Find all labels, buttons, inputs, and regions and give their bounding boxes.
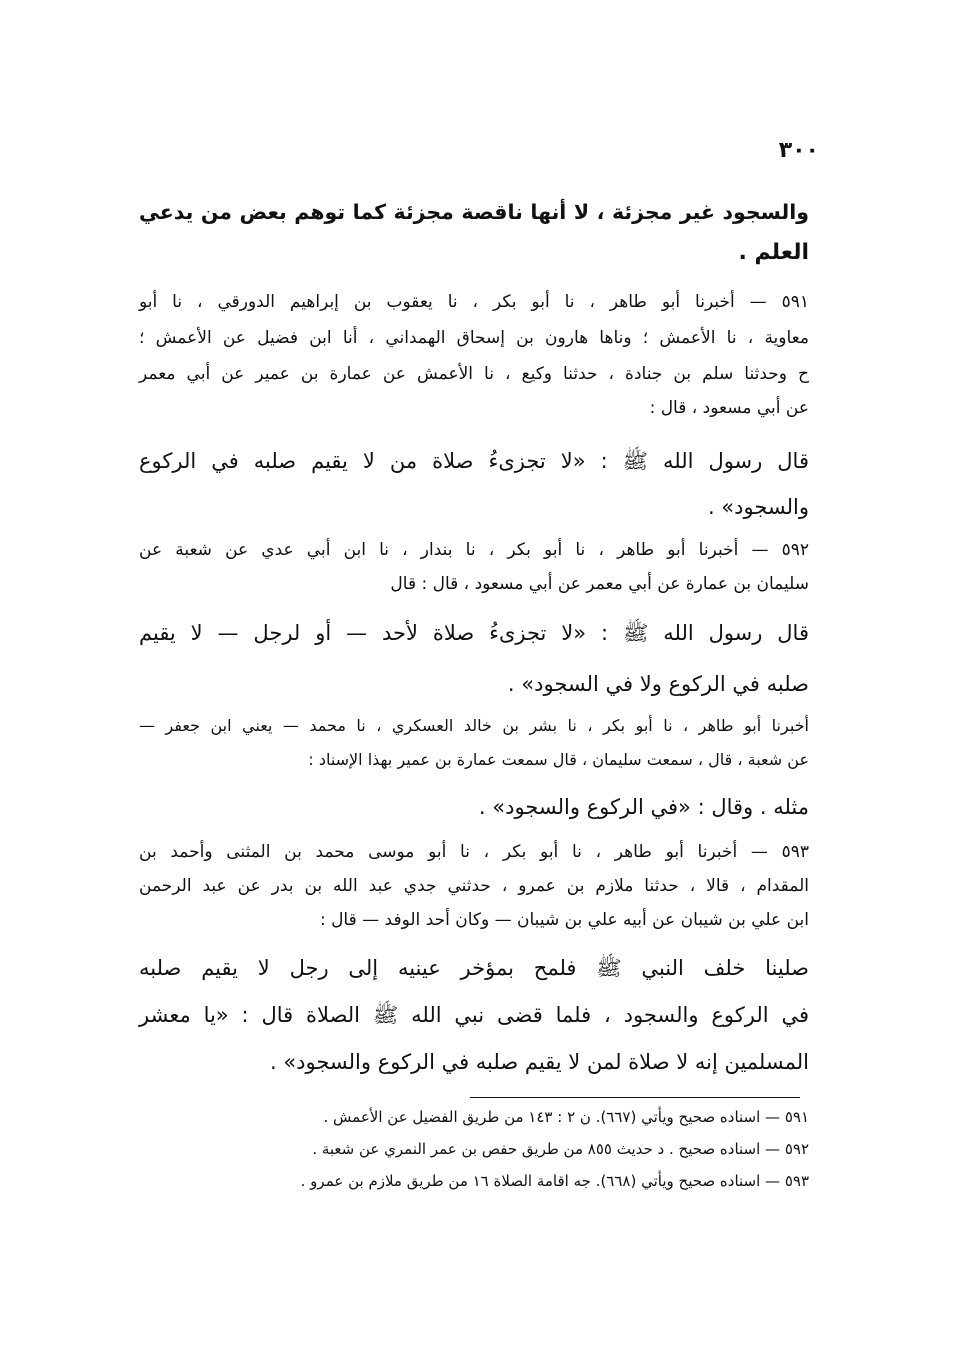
isnad-line: ٥٩٢ — أخبرنا أبو طاهر ، نا أبو بكر ، نا بندار ، نا ابن أبي عدي عن شعبة عن [139,540,809,560]
matn-line: والسجود» . [707,495,809,519]
footnote-separator [470,1097,800,1098]
isnad-line: عن شعبة ، قال ، سمعت سليمان ، قال سمعت عمارة بن عمير بهذا الإسناد : [308,750,809,769]
isnad-line: ٥٩١ — أخبرنا أبو طاهر ، نا أبو بكر ، نا يعقوب بن إبراهيم الدورقي ، نا أبو [139,292,809,312]
isnad-line: سليمان بن عمارة عن أبي معمر عن أبي مسعود ، قال : قال [390,574,809,594]
matn-line: صلبه في الركوع ولا في السجود» . [507,672,809,696]
matn-line: في الركوع والسجود ، فلما قضى نبي الله ﷺ الصلاة قال : «يا معشر [139,1003,809,1027]
isnad-line: المقدام ، قالا ، حدثنا ملازم بن عمرو ، حدثني جدي عبد الله بن بدر عن عبد الرحمن [139,876,809,896]
chapter-heading-line: العلم . [738,240,809,265]
isnad-line: أخبرنا أبو طاهر ، نا أبو بكر ، نا بشر بن خالد العسكري ، نا محمد — يعني ابن جعفر — [139,716,809,735]
matn-line: مثله . وقال : «في الركوع والسجود» . [478,795,809,819]
matn-line: المسلمين إنه لا صلاة لمن لا يقيم صلبه في الركوع والسجود» . [269,1050,809,1074]
matn-line: قال رسول الله ﷺ : «لا تجزىءُ صلاة لأحد — أو لرجل — لا يقيم [139,621,809,645]
footnote: ٥٩١ — اسناده صحيح ويأتي (٦٦٧). ن ٢ : ١٤٣ من طريق الفضيل عن الأعمش . [323,1108,809,1126]
isnad-line: ح وحدثنا سلم بن جنادة ، حدثنا وكيع ، نا الأعمش عن عمارة بن عمير عن أبي معمر [139,364,809,384]
chapter-heading-line: والسجود غير مجزئة ، لا أنها ناقصة مجزئة كما توهم بعض من يدعي [139,200,809,224]
isnad-line: عن أبي مسعود ، قال : [649,398,809,418]
matn-line: قال رسول الله ﷺ : «لا تجزىءُ صلاة من لا يقيم صلبه في الركوع [139,449,809,473]
isnad-line: معاوية ، نا الأعمش ؛ وناها هارون بن إسحاق الهمداني ، أنا ابن فضيل عن الأعمش ؛ [139,328,809,348]
footnote: ٥٩٣ — اسناده صحيح ويأتي (٦٦٨). جه اقامة الصلاة ١٦ من طريق ملازم بن عمرو . [300,1172,809,1190]
page-number: ٣٠٠ [778,138,819,163]
matn-line: صلينا خلف النبي ﷺ فلمح بمؤخر عينيه إلى رجل لا يقيم صلبه [139,956,809,980]
isnad-line: ٥٩٣ — أخبرنا أبو طاهر ، نا أبو بكر ، نا أبو موسى محمد بن المثنى وأحمد بن [139,842,809,862]
footnote: ٥٩٢ — اسناده صحيح . د حديث ٨٥٥ من طريق حفص بن عمر النمري عن شعبة . [312,1140,809,1158]
isnad-line: ابن علي بن شيبان عن أبيه علي بن شيبان — وكان أحد الوفد — قال : [319,910,809,930]
